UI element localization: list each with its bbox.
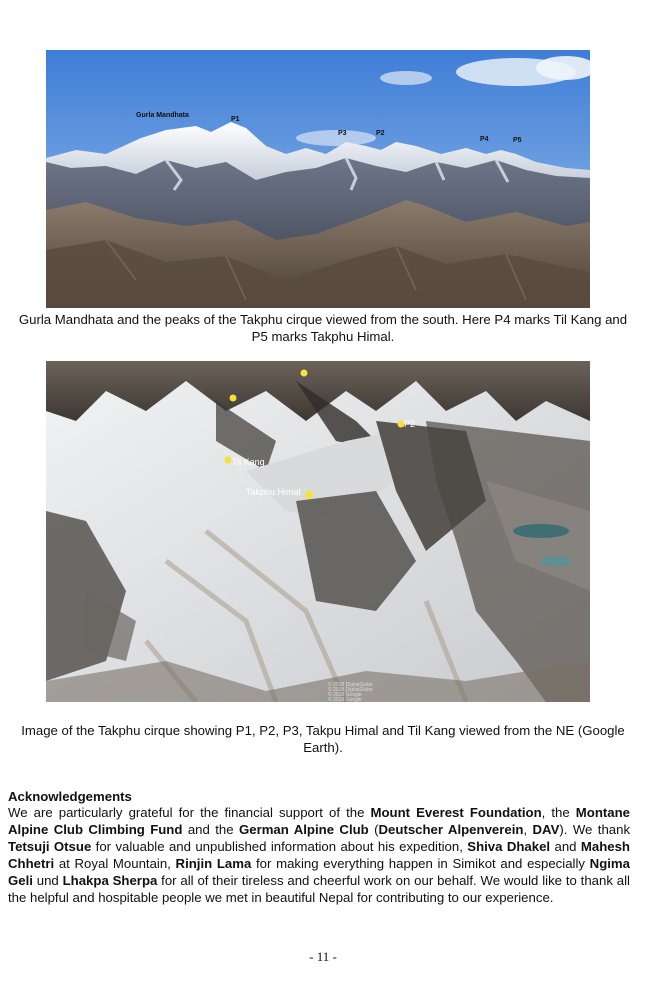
label-p4: P4 — [480, 136, 489, 143]
acknowledgements-heading: Acknowledgements — [8, 789, 132, 804]
ack-text: ( — [368, 822, 379, 837]
photo-takphu-cirque-google-earth — [46, 361, 590, 702]
figure2-caption: Image of the Takphu cirque showing P1, P2, P3, Takpu Himal and Til Kang viewed from the NE (Google Earth). — [21, 723, 625, 755]
label-til-kang: Til Kang — [232, 457, 265, 467]
ack-text: for all of their tireless and cheerful work on our behalf. We would like to thank all the helpful and hospitable people we met in beautiful Nepal for contributing to our experience. — [8, 873, 630, 905]
label-takphu-himal: Takphu Himal — [246, 487, 301, 497]
cirque-illustration — [46, 361, 590, 702]
acknowledgements-paragraph — [8, 804, 630, 906]
ack-text: We are particularly grateful for the financial support of the — [8, 805, 371, 820]
ack-text: and the — [182, 822, 239, 837]
ack-name-bold: Lhakpa Sherpa — [62, 873, 158, 888]
ack-name-bold: Deutscher Alpenverein — [378, 822, 524, 837]
figure1-caption: Gurla Mandhata and the peaks of the Takphu cirque viewed from the south. Here P4 marks Til Kang and P5 marks Takphu Himal. — [18, 312, 628, 344]
ack-name-bold: Ngima Geli — [8, 856, 630, 888]
label-p2: P2 — [376, 130, 385, 137]
label-p3: P3 — [338, 130, 347, 137]
ack-text: for valuable and unpublished information about his expedition, — [91, 839, 468, 854]
ack-text: and — [550, 839, 581, 854]
label-p1: P1 — [231, 116, 240, 123]
ack-text: at Royal Mountain, — [54, 856, 176, 871]
google-earth-credit: © 2018 Google — [328, 692, 362, 698]
ack-name-bold: DAV — [532, 822, 560, 837]
ack-name-bold: Tetsuji Otsue — [8, 839, 92, 854]
ack-name-bold: Mount Everest Foundation — [370, 805, 542, 820]
ack-name-bold: Montane Alpine Club Climbing Fund — [8, 805, 630, 837]
panorama-illustration — [46, 50, 590, 308]
ack-text: ). We thank — [559, 822, 631, 837]
ack-text: for making everything happen in Simikot and especially — [251, 856, 590, 871]
ack-name-bold: German Alpine Club — [238, 822, 369, 837]
ack-text: , the — [541, 805, 576, 820]
label-gurla-mandhata: Gurla Mandhata — [136, 112, 189, 119]
ack-text: und — [32, 873, 63, 888]
ack-name-bold: Rinjin Lama — [175, 856, 252, 871]
label-p5: P5 — [513, 137, 522, 144]
ack-name-bold: Shiva Dhakel — [467, 839, 551, 854]
page-number: - 11 - — [309, 949, 337, 964]
ack-name-bold: Mahesh Chhetri — [8, 839, 630, 871]
photo-gurla-mandhata-panorama — [46, 50, 590, 308]
ack-text: , — [523, 822, 533, 837]
label-p2: P2 — [404, 419, 416, 429]
google-earth-credit: © 2018 DigitalGlobe — [328, 687, 373, 693]
google-earth-credit: © 2018 Google — [328, 697, 362, 702]
google-earth-credit: © 2018 DigitalGlobe — [328, 682, 373, 688]
